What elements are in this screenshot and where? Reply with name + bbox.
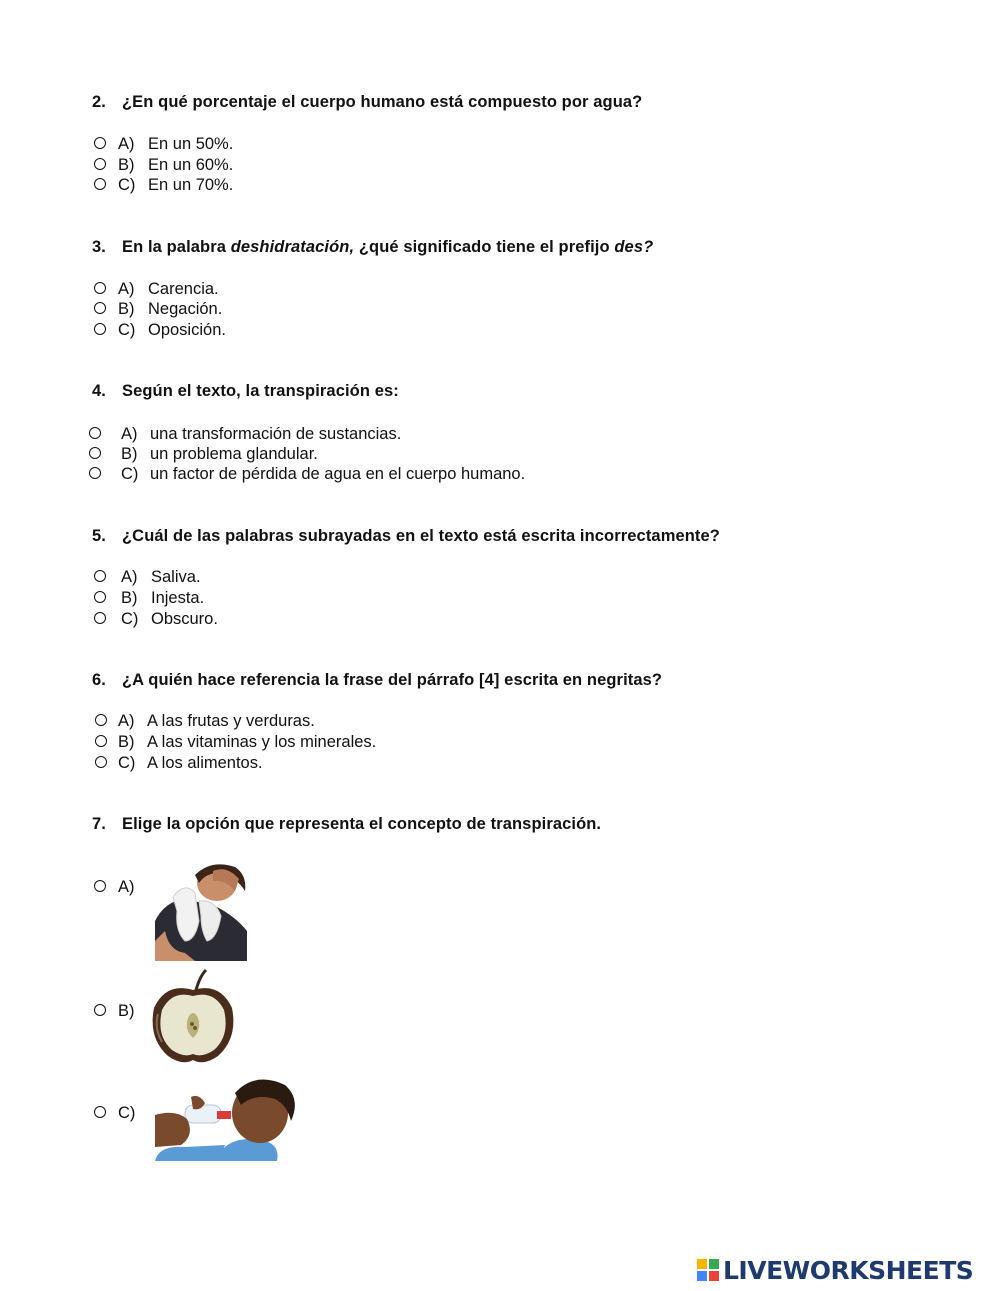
radio-button[interactable] [94, 323, 106, 335]
radio-button[interactable] [94, 591, 106, 603]
radio-button[interactable] [94, 178, 106, 190]
brand-name: LIVEWORKSHEETS [723, 1255, 974, 1285]
question-3: 3. En la palabra deshidratación, ¿qué significado tiene el prefijo des? [92, 238, 654, 256]
question-7 [92, 815, 601, 834]
question-number: 7. [92, 815, 106, 833]
radio-button[interactable] [89, 447, 101, 459]
child-drinking-image [155, 1075, 300, 1161]
question-4 [92, 382, 399, 401]
radio-button[interactable] [95, 714, 107, 726]
question-number: 2. [92, 93, 106, 111]
logo-square-i [709, 1259, 719, 1269]
question-text: ¿A quién hace referencia la frase del párrafo [4] escrita en negritas? [122, 671, 663, 689]
radio-button[interactable] [94, 570, 106, 582]
radio-button[interactable] [94, 612, 106, 624]
radio-button[interactable] [94, 1004, 106, 1016]
question-5 [92, 527, 720, 546]
question-6 [92, 671, 662, 690]
woman-sweating-image [155, 861, 247, 961]
radio-button[interactable] [94, 282, 106, 294]
question-text: ¿Cuál de las palabras subrayadas en el texto está escrita incorrectamente? [122, 527, 720, 545]
radio-button[interactable] [94, 302, 106, 314]
logo-square-l [697, 1259, 707, 1269]
radio-button[interactable] [94, 137, 106, 149]
question-text: Elige la opción que representa el concepto de transpiración. [122, 815, 602, 833]
radio-button[interactable] [95, 735, 107, 747]
question-number: 6. [92, 671, 106, 689]
logo-square-e [709, 1271, 719, 1281]
liveworksheets-logo [697, 1255, 973, 1285]
radio-button[interactable] [89, 467, 101, 479]
radio-button[interactable] [95, 756, 107, 768]
logo-squares [697, 1259, 719, 1281]
question-number: 5. [92, 527, 106, 545]
logo-square-v [697, 1271, 707, 1281]
question-number: 3. [92, 238, 106, 256]
question-text: ¿En qué porcentaje el cuerpo humano está compuesto por agua? [122, 93, 643, 111]
radio-button[interactable] [94, 880, 106, 892]
question-number: 4. [92, 382, 106, 400]
radio-button[interactable] [89, 427, 101, 439]
radio-button[interactable] [94, 1106, 106, 1118]
radio-button[interactable] [94, 158, 106, 170]
question-2 [92, 93, 642, 112]
dried-apple-image [148, 968, 238, 1066]
question-text: Según el texto, la transpiración es: [122, 382, 399, 400]
